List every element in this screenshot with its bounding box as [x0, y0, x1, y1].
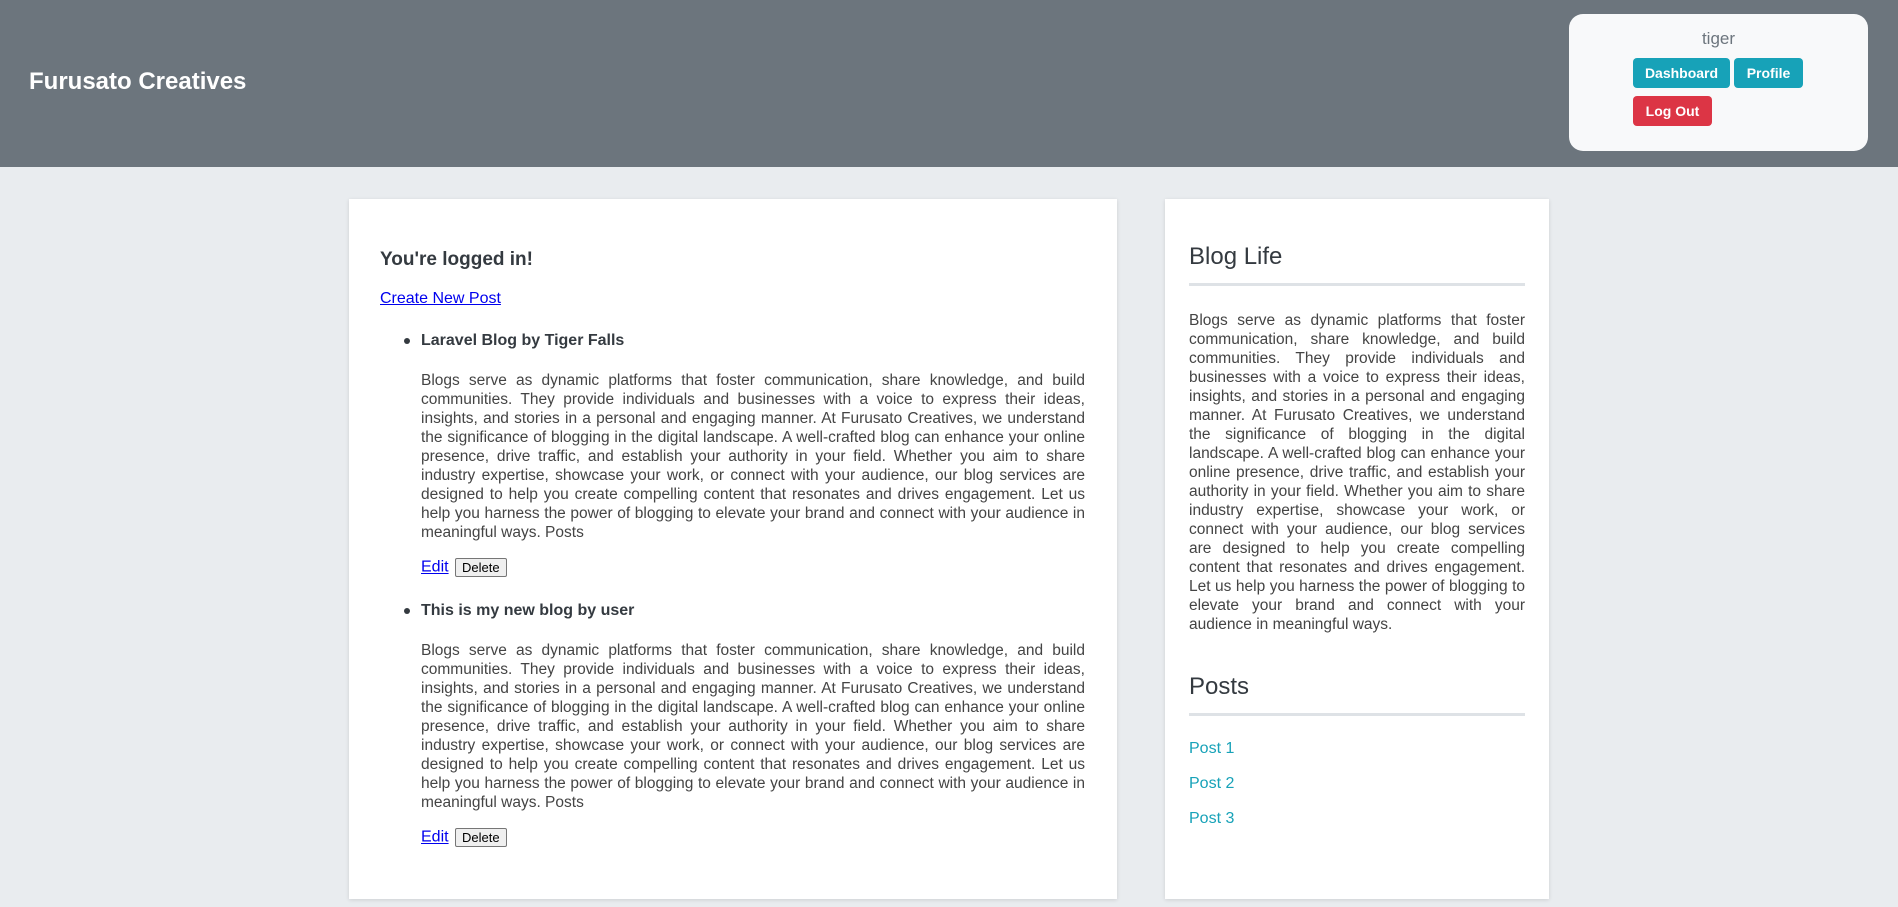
bullet-icon	[404, 338, 410, 344]
username-label: tiger	[1701, 29, 1736, 48]
post-body: Blogs serve as dynamic platforms that foster communication, share knowledge, and build communities. They provide individuals and businesses with a voice to express their ideas, insights, and stories in a personal and engaging manner. At Furusato Creatives, we understand the significance of blogging in the digital landscape. A well-crafted blog can enhance your online presence, drive traffic, and establish your authority in your field. Whether you aim to share industry expertise, showcase your work, or connect with your audience, our blog services are designed to help you create compelling content that resonates and drives engagement. Let us help you harness the power of blogging to elevate your brand and connect with your audience in meaningful ways. Posts	[421, 642, 1085, 811]
post-body: Blogs serve as dynamic platforms that foster communication, share knowledge, and build communities. They provide individuals and businesses with a voice to express their ideas, insights, and stories in a personal and engaging manner. At Furusato Creatives, we understand the significance of blogging in the digital landscape. A well-crafted blog can enhance your online presence, drive traffic, and establish your authority in your field. Whether you aim to share industry expertise, showcase your work, or connect with your audience, our blog services are designed to help you create compelling content that resonates and drives engagement. Let us help you harness the power of blogging to elevate your brand and connect with your audience in meaningful ways. Posts	[421, 372, 1085, 541]
posts-heading: Posts	[1189, 673, 1250, 700]
edit-post-link[interactable]: Edit	[421, 558, 449, 576]
login-status-heading: You're logged in!	[380, 249, 533, 270]
delete-post-button[interactable]: Delete	[455, 558, 507, 577]
logout-button[interactable]: Log Out	[1633, 96, 1712, 126]
post-list-item	[421, 601, 1085, 850]
post-list-item	[421, 331, 1085, 580]
blog-life-heading: Blog Life	[1189, 243, 1283, 270]
post-title: Laravel Blog by Tiger Falls	[421, 332, 625, 349]
post-title: This is my new blog by user	[421, 602, 635, 619]
top-header	[0, 0, 1898, 167]
profile-button[interactable]: Profile	[1734, 58, 1803, 88]
sidebar-post-link-2[interactable]: Post 2	[1189, 775, 1235, 792]
heading-divider	[1189, 713, 1525, 716]
sidebar-post-link-3[interactable]: Post 3	[1189, 810, 1235, 827]
sidebar-card	[1165, 199, 1549, 899]
post-actions	[421, 558, 1085, 580]
brand-title: Furusato Creatives	[29, 68, 247, 95]
bullet-icon	[404, 608, 410, 614]
delete-post-button[interactable]: Delete	[455, 828, 507, 847]
create-new-post-link[interactable]: Create New Post	[380, 290, 501, 307]
dashboard-card	[349, 199, 1117, 899]
heading-divider	[1189, 283, 1525, 286]
blog-life-text: Blogs serve as dynamic platforms that foster communication, share knowledge, and build communities. They provide individuals and businesses with a voice to express their ideas, insights, and stories in a personal and engaging manner. At Furusato Creatives, we understand the significance of blogging in the digital landscape. A well-crafted blog can enhance your online presence, drive traffic, and establish your authority in your field. Whether you aim to share industry expertise, showcase your work, or connect with your audience, our blog services are designed to help you create compelling content that resonates and drives engagement. Let us help you harness the power of blogging to elevate your brand and connect with your audience in meaningful ways.	[1189, 312, 1525, 633]
sidebar-post-link-1[interactable]: Post 1	[1189, 740, 1235, 757]
user-menu-card	[1569, 14, 1868, 151]
dashboard-button[interactable]: Dashboard	[1633, 58, 1730, 88]
post-actions	[421, 828, 1085, 850]
edit-post-link[interactable]: Edit	[421, 828, 449, 846]
